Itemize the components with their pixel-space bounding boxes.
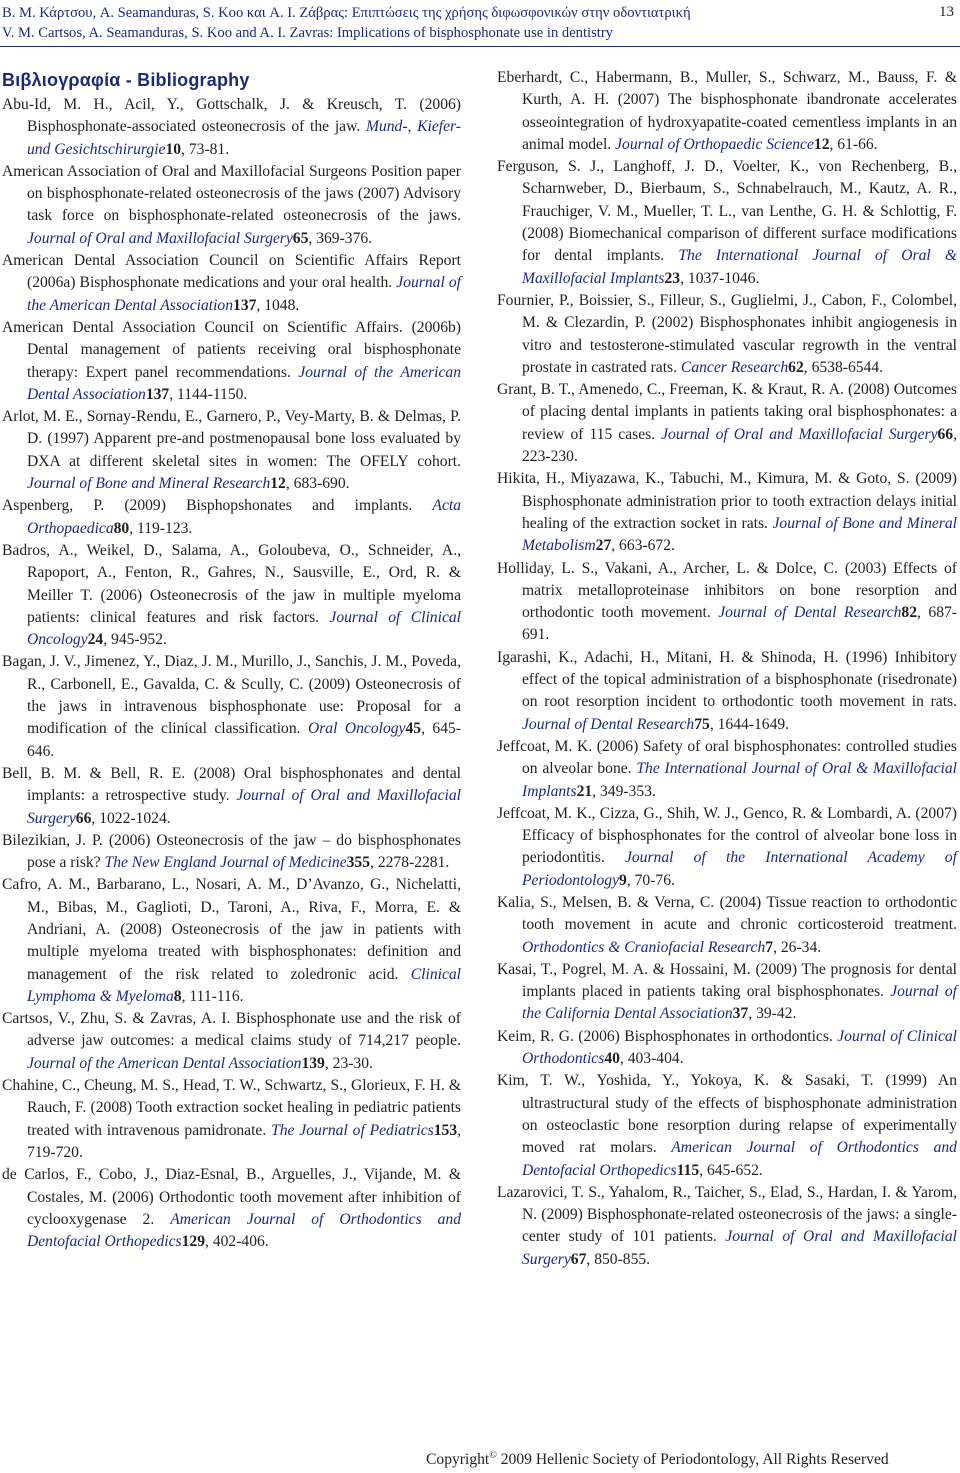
reference-volume: 12: [813, 135, 830, 153]
reference-pages: , 73-81.: [181, 140, 230, 158]
reference-pages: , 119-123.: [129, 519, 193, 537]
reference-journal: Journal of Clinical Orthodontics: [522, 1027, 958, 1068]
reference-volume: 137: [145, 385, 170, 403]
running-header: [0, 0, 960, 47]
reference-journal: Journal of the International Academy of Periodontology: [522, 849, 957, 889]
reference-volume: 23: [664, 269, 681, 287]
reference-entry: [2, 1164, 461, 1253]
reference-authors-title: Kalia, S., Melsen, B. & Verna, C. (2004) Tissue reaction to orthodontic tooth movement in acute and chronic corticosteroid treatment.: [497, 893, 957, 934]
reference-volume: 9: [619, 871, 627, 889]
reference-pages: , 402-406.: [205, 1233, 269, 1251]
reference-pages: , 1048.: [256, 296, 300, 314]
reference-journal: Journal of Orthopaedic Science: [615, 135, 814, 153]
reference-pages: , 1144-1150.: [169, 385, 248, 403]
reference-authors-title: Fournier, P., Boissier, S., Filleur, S., Guglielmi, J., Cabon, F., Colombel, M. & Clezardin, P. (2002) Bisphosphonates inhibit angiogenesis in vitro and testosterone-stimulated vascular regrowth in the ventral prostate in castrated rats.: [497, 291, 957, 376]
reference-entry: [497, 959, 957, 1026]
reference-journal: Cancer Research: [680, 358, 789, 376]
reference-journal: Clinical Lymphoma & Myeloma: [27, 965, 461, 1005]
reference-volume: 66: [75, 809, 92, 827]
reference-entry: [2, 830, 461, 875]
reference-journal: The New England Journal of Medicine: [104, 854, 347, 872]
reference-authors-title: Ferguson, S. J., Langhoff, J. D., Voelter, K., von Rechenberg, B., Scharnweber, D., Bierbaum, S., Schnabelrauch, M., Kautz, A. R., Frauchiger, V. M., Mueller, T. L., van Lenthe, G. H. & Schlottig, F. (2008) Biomechanical comparison of different surface modifications for dental implants.: [497, 158, 957, 265]
reference-entry: [2, 94, 461, 161]
reference-authors-title: Holliday, L. S., Vakani, A., Archer, L. & Dolce, C. (2003) Effects of matrix metalloproteinase inhibitors on bone resorption and orthodontic tooth movement.: [497, 559, 957, 622]
reference-entry: [497, 647, 957, 736]
reference-volume: 45: [405, 720, 422, 738]
reference-journal: Journal of Dental Research: [718, 604, 902, 622]
reference-authors-title: American Dental Association Council on Scientific Affairs Report (2006a) Bisphosphonate medications and your oral health.: [2, 252, 461, 292]
reference-journal: The International Journal of Oral & Maxillofacial Implants: [522, 760, 957, 800]
copyright-footer: [426, 1450, 889, 1469]
right-reference-column: [497, 67, 957, 1271]
reference-authors-title: Jeffcoat, M. K. (2006) Safety of oral bisphosphonates: controlled studies on alveolar bone.: [497, 737, 957, 778]
reference-volume: 62: [788, 358, 804, 376]
reference-volume: 21: [576, 782, 593, 800]
reference-entry: [497, 379, 957, 468]
reference-authors-title: Igarashi, K., Adachi, H., Mitani, H. & Shinoda, H. (1996) Inhibitory effect of the topical administration of a bisphosphonate (risedronate) on root resorption incident to orthodontic tooth movement in rats.: [497, 648, 957, 711]
reference-journal: Journal of the American Dental Association: [27, 363, 461, 403]
reference-volume: 66: [937, 425, 954, 443]
reference-entry: [497, 803, 957, 892]
reference-authors-title: Chahine, C., Cheung, M. S., Head, T. W., Schwartz, S., Glorieux, F. H. & Rauch, F. (2008) Tooth extraction socket healing in pediatric patients treated with intravenous pamidronate.: [2, 1077, 461, 1139]
reference-journal: Oral Oncology: [307, 720, 406, 738]
reference-entry: [497, 558, 957, 647]
reference-entry: [2, 651, 461, 762]
reference-pages: , 1022-1024.: [91, 809, 171, 827]
reference-volume: 82: [901, 604, 917, 622]
reference-authors-title: Abu-Id, M. H., Acil, Y., Gottschalk, J. & Kreusch, T. (2006) Bisphosphonate-associated osteonecrosis of the jaw.: [2, 96, 461, 136]
reference-entry: [2, 763, 461, 830]
reference-journal: Journal of Oral and Maxillofacial Surgery: [27, 229, 293, 247]
reference-pages: , 2278-2281.: [370, 854, 450, 872]
reference-pages: , 645-646.: [27, 720, 461, 760]
reference-journal: American Journal of Orthodontics and Dentofacial Orthopedics: [522, 1139, 957, 1179]
reference-pages: , 687-691.: [522, 604, 957, 644]
reference-authors-title: Lazarovici, T. S., Yahalom, R., Taicher, S., Elad, S., Hardan, I. & Yarom, N. (2009) Bisphosphonate-related osteonecrosis of the jaws: a single-center study of 101 patients.: [497, 1183, 957, 1246]
reference-pages: , 663-672.: [611, 537, 675, 555]
reference-authors-title: American Association of Oral and Maxillofacial Surgeons Position paper on bisphosphonate-related osteonecrosis of the jaws (2007) Advisory task force on bisphosphonate-related osteonecrosis of the jaws.: [2, 162, 461, 225]
reference-entry: [2, 250, 461, 317]
reference-authors-title: American Dental Association Council on Scientific Affairs. (2006b) Dental management of patients receiving oral bisphosphonate therapy: Expert panel recommendations.: [2, 318, 461, 381]
reference-volume: 27: [595, 537, 612, 555]
reference-journal: Journal of the California Dental Association: [522, 983, 957, 1023]
reference-volume: 137: [233, 296, 257, 314]
reference-pages: , 403-404.: [619, 1050, 684, 1068]
reference-journal: The Journal of Pediatrics: [271, 1121, 434, 1139]
reference-volume: 12: [270, 475, 286, 493]
reference-pages: , 349-353.: [592, 782, 656, 800]
copyright-symbol: ©: [489, 1450, 497, 1461]
reference-journal: Journal of Oral and Maxillofacial Surgery: [27, 787, 461, 827]
reference-journal: Mund-, Kiefer- und Gesichtschirurgie: [27, 118, 461, 158]
left-reference-column: [2, 94, 461, 1253]
reference-authors-title: Jeffcoat, M. K., Cizza, G., Shih, W. J., Genco, R. & Lombardi, A. (2007) Efficacy of bisphosphonates for the control of alveolar bone loss in periodontitis.: [497, 804, 957, 867]
reference-pages: , 645-652.: [699, 1161, 763, 1179]
reference-entry: [2, 540, 461, 651]
reference-entry: [2, 161, 461, 250]
reference-volume: 153: [433, 1121, 458, 1139]
reference-entry: [497, 156, 957, 290]
reference-volume: 24: [87, 631, 104, 649]
reference-authors-title: Kasai, T., Pogrel, M. A. & Hossaini, M. (2009) The prognosis for dental implants placed in patients taking oral bisphosphonates.: [497, 960, 957, 1001]
header-rule: [0, 46, 960, 47]
reference-authors-title: Eberhardt, C., Habermann, B., Muller, S., Schwarz, M., Bauss, F. & Kurth, A. H. (2007) The bisphosphonate ibandronate accelerates osseointegration of hydroxyapatite-coated cementless implants in an animal model.: [497, 69, 957, 153]
reference-authors-title: Bilezikian, J. P. (2006) Osteonecrosis of the jaw – do bisphosphonates pose a risk?: [2, 831, 461, 872]
reference-pages: , 26-34.: [773, 938, 822, 956]
reference-authors-title: Kim, T. W., Yoshida, Y., Yokoya, K. & Sasaki, T. (1999) An ultrastructural study of the effects of bisphosphonate administration on osteoclastic bone resorption during relapse of experimentally moved rat molars.: [497, 1072, 957, 1157]
reference-authors-title: Keim, R. G. (2006) Bisphosphonates in orthodontics.: [497, 1027, 838, 1045]
reference-entry: [2, 317, 461, 406]
reference-pages: , 111-116.: [181, 987, 244, 1005]
copyright-prefix: Copyright: [426, 1451, 490, 1469]
reference-volume: 65: [292, 229, 309, 247]
reference-entry: [2, 1008, 461, 1075]
reference-volume: 129: [181, 1233, 206, 1251]
reference-pages: , 70-76.: [626, 871, 675, 889]
reference-entry: [497, 1070, 957, 1181]
reference-journal: American Journal of Orthodontics and Dentofacial Orthopedics: [27, 1210, 461, 1251]
reference-entry: [2, 874, 461, 1008]
header-greek-line: B. M. Κάρτσου, A. Seamanduras, S. Koo και A. I. Ζάβρας: Επιπτώσεις της χρήσης διφωσφονικών στην οδοντιατρική: [2, 5, 691, 21]
reference-pages: , 719-720.: [27, 1121, 462, 1161]
reference-entry: [2, 495, 461, 540]
reference-entry: [497, 736, 957, 803]
reference-pages: , 39-42.: [748, 1005, 797, 1023]
reference-volume: 67: [570, 1250, 587, 1268]
reference-journal: Journal of Oral and Maxillofacial Surgery: [522, 1228, 957, 1268]
reference-journal: Journal of the American Dental Association: [27, 274, 461, 314]
reference-journal: Journal of Oral and Maxillofacial Surgery: [661, 425, 938, 443]
reference-volume: 139: [301, 1054, 325, 1072]
header-english-line: V. M. Cartsos, A. Seamanduras, S. Koo and A. I. Zavras: Implications of bisphosphonate use in dentistry: [2, 25, 613, 41]
reference-entry: [497, 290, 957, 379]
reference-entry: [497, 1026, 957, 1071]
reference-entry: [2, 1075, 461, 1164]
reference-journal: Journal of Bone and Mineral Research: [27, 475, 271, 493]
page-number: 13: [939, 4, 954, 20]
reference-journal: Acta Orthopaedica: [27, 497, 461, 537]
reference-volume: 115: [676, 1161, 700, 1179]
reference-volume: 7: [765, 938, 774, 956]
reference-volume: 37: [732, 1005, 749, 1023]
reference-authors-title: Arlot, M. E., Sornay-Rendu, E., Garnero, P., Vey-Marty, B. & Delmas, P. D. (1997) Apparent pre-and postmenopausal bone loss evaluated by DXA at different skeletal sites in women: The OFELY cohort.: [2, 408, 461, 470]
reference-journal: Journal of the American Dental Association: [27, 1054, 302, 1072]
reference-pages: , 1644-1649.: [709, 715, 790, 733]
reference-pages: , 6538-6544.: [803, 358, 884, 376]
bibliography-heading: Βιβλιογραφία - Bibliography: [2, 70, 250, 90]
reference-authors-title: Bell, B. M. & Bell, R. E. (2008) Oral bisphosphonates and dental implants: a retrospective study.: [2, 764, 461, 805]
reference-volume: 40: [604, 1050, 620, 1068]
reference-journal: Journal of Clinical Oncology: [27, 608, 461, 649]
reference-volume: 80: [113, 519, 130, 537]
reference-pages: , 1037-1046.: [680, 269, 760, 287]
reference-authors-title: Aspenberg, P. (2009) Bisphopshonates and implants.: [2, 497, 433, 515]
reference-volume: 75: [694, 715, 710, 733]
reference-entry: [497, 468, 957, 557]
reference-authors-title: Bagan, J. V., Jimenez, Y., Diaz, J. M., Murillo, J., Sanchis, J. M., Poveda, R., Carbonell, E., Gavalda, C. & Scully, C. (2009) Osteonecrosis of the jaws in intravenous bisphosphonate use: Proposal for a modification of the clinical classification.: [2, 653, 461, 738]
reference-journal: Journal of Dental Research: [522, 715, 695, 733]
reference-journal: The International Journal of Oral & Maxillofacial Implants: [522, 247, 957, 287]
reference-entry: [497, 892, 957, 959]
reference-entry: [2, 406, 461, 495]
reference-entry: [497, 1182, 957, 1271]
copyright-text: 2009 Hellenic Society of Periodontology, All Rights Reserved: [496, 1451, 889, 1469]
reference-authors-title: Cafro, A. M., Barbarano, L., Nosari, A. M., D’Avanzo, G., Nichelatti, M., Bibas, M., Gaglioti, D., Taroni, A., Riva, F., Morra, E. & Andriani, A. (2008) Osteonecrosis of the jaw in patients with multiple myeloma treated with bisphosphonates: definition and management of the risk related to zoledronic acid.: [2, 876, 461, 983]
reference-entry: [497, 67, 957, 156]
reference-pages: , 223-230.: [522, 425, 957, 466]
reference-pages: , 850-855.: [586, 1250, 651, 1268]
reference-authors-title: Grant, B. T., Amenedo, C., Freeman, K. & Kraut, R. A. (2008) Outcomes of placing dental implants in patients taking oral bisphosphonates: a review of 115 cases.: [497, 381, 957, 443]
reference-pages: , 683-690.: [285, 475, 350, 493]
reference-authors-title: de Carlos, F., Cobo, J., Diaz-Esnal, B., Arguelles, J., Vijande, M. & Costales, M. (2006) Orthodontic tooth movement after inhibition of cyclooxygenase 2.: [2, 1166, 461, 1228]
reference-authors-title: Cartsos, V., Zhu, S. & Zavras, A. I. Bisphosphonate use and the risk of adverse jaw outcomes: a medical claims study of 714,217 people.: [2, 1010, 461, 1050]
reference-journal: Orthodontics & Craniofacial Research: [522, 938, 766, 956]
reference-volume: 355: [346, 854, 371, 872]
reference-authors-title: Hikita, H., Miyazawa, K., Tabuchi, M., Kimura, M. & Goto, S. (2009) Bisphosphonate administration prior to tooth extraction delays initial healing of the extraction socket in rats.: [497, 470, 957, 532]
reference-volume: 8: [173, 987, 182, 1005]
reference-pages: , 23-30.: [324, 1054, 373, 1072]
reference-pages: , 369-376.: [308, 229, 373, 247]
reference-pages: , 945-952.: [103, 631, 167, 649]
reference-authors-title: Badros, A., Weikel, D., Salama, A., Goloubeva, O., Schneider, A., Rapoport, A., Fenton, R., Gahres, N., Sausville, E., Ord, R. & Meiller T. (2006) Osteonecrosis of the jaw in multiple myeloma patients: clinical features and risk factors.: [2, 541, 461, 626]
reference-pages: , 61-66.: [829, 135, 878, 153]
reference-journal: Journal of Bone and Mineral Metabolism: [522, 514, 957, 555]
reference-volume: 10: [165, 140, 182, 158]
